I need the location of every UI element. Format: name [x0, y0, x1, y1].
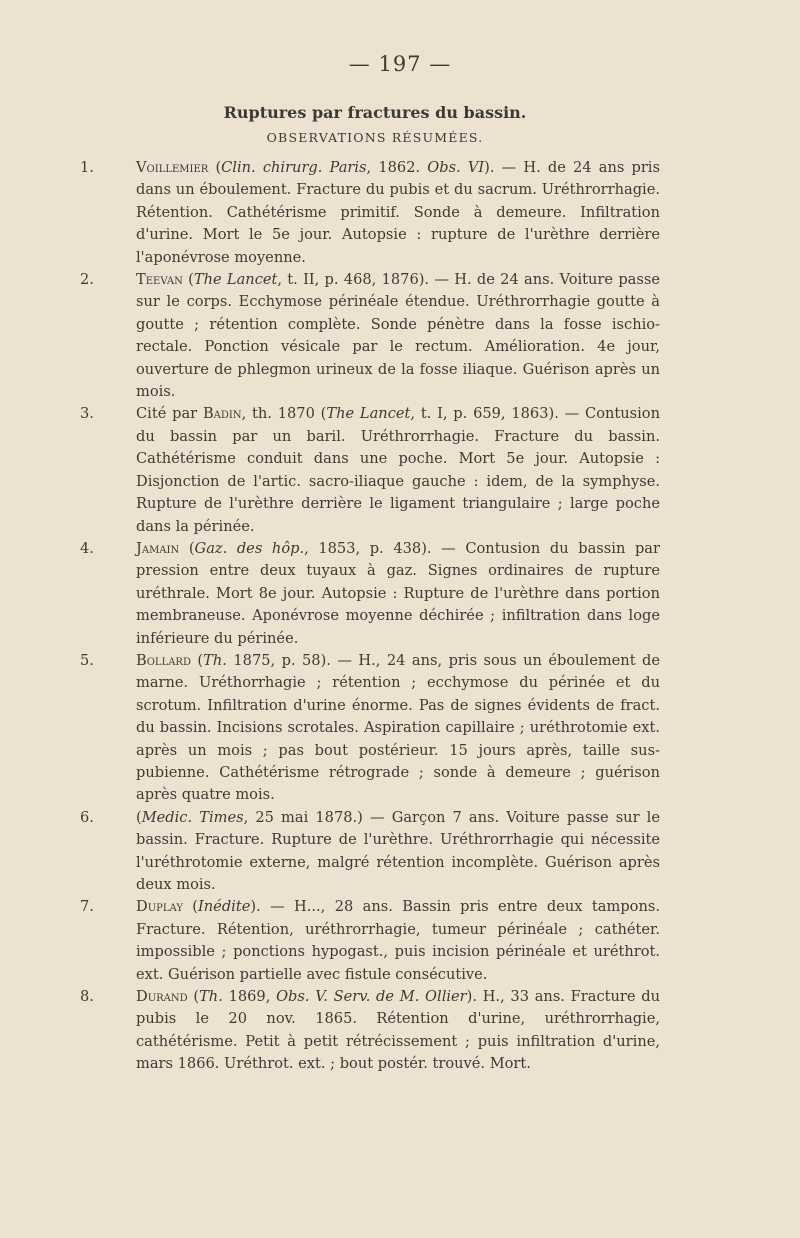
- observation-number: 5.: [80, 651, 94, 669]
- observation-8: [80, 986, 660, 1076]
- observation-text: H., 33 ans. Fracture du pubis le 20 nov. 1865. Rétention d'urine, uréthrorrhagie, cathétérisme. Petit à petit rétrécissement ; puis infiltration d'urine, mars 1866. Uréthrot. ext. ; bout postér. trouvé. Mort.: [136, 988, 660, 1073]
- observation-1: [80, 157, 660, 269]
- observation-text: — Garçon 7 ans. Voiture passe sur le bassin. Fracture. Rupture de l'urèthre. Uréthrorrhagie qui nécessite l'uréthrotomie externe, malgré rétention incomplète. Guérison après deux mois.: [136, 808, 660, 893]
- observation-source: The Lancet: [193, 271, 278, 289]
- observation-number: 3.: [80, 405, 94, 423]
- observation-3: [80, 403, 660, 537]
- observation-author: Duplay: [136, 898, 183, 916]
- observation-author: Voillemier: [136, 159, 209, 176]
- source-close: ).: [421, 539, 442, 557]
- observations-list: [80, 157, 660, 1076]
- observation-number: 7.: [80, 898, 94, 916]
- observation-source: The Lancet: [326, 405, 411, 423]
- source-rest: , t. II, p. 468, 1876: [277, 271, 419, 289]
- source-close: ).: [548, 405, 565, 423]
- source-rest: 1869,: [222, 988, 277, 1006]
- observation-source: Clin. chirurg. Paris: [221, 159, 367, 176]
- observation-text: — H., 24 ans, pris sous un éboulement de marne. Uréthorrhagie ; rétention ; ecchymose du périnée et du scrotum. Infiltration d'urine énorme. Pas de signes évidents de fract. du bassin. Incisions scrotales. Aspiration capillaire ; uréthrotomie ext. après un mois ; pas bout postérieur. 15 jours après, taille sus-pubienne. Cathétérisme rétrograde ; sonde à demeure ; guérison après quatre mois.: [136, 651, 660, 804]
- observation-text: — H..., 28 ans. Bassin pris entre deux tampons. Fracture. Rétention, uréthrorrhagie, tumeur périnéale ; cathéter. impossible ; ponctions hypogast., puis incision périnéale et uréthrot. ext. Guérison partielle avec fistule consécutive.: [136, 898, 660, 983]
- source-open: (: [179, 539, 195, 557]
- page-number: — 197 —: [348, 52, 452, 76]
- observation-number: 2.: [80, 271, 94, 289]
- source-rest: , 1862.: [366, 159, 428, 176]
- observation-4: [80, 538, 660, 650]
- source-rest: , 1853, p. 438: [304, 539, 422, 557]
- section-subtitle: OBSERVATIONS RÉSUMÉES.: [266, 130, 484, 145]
- source-close: ).: [418, 271, 435, 289]
- observation-author: Bollard: [136, 651, 191, 669]
- observation-number: 4.: [80, 539, 94, 557]
- observation-ref: Obs. VI: [427, 159, 485, 176]
- observation-source: Inédite: [198, 898, 251, 916]
- source-close: ): [357, 808, 370, 826]
- observation-source: Th.: [203, 651, 227, 669]
- observation-source: Gaz. des hôp.: [194, 539, 305, 557]
- observation-author: Jamain: [136, 539, 180, 557]
- source-open: (: [190, 651, 204, 669]
- source-close: ).: [466, 988, 483, 1006]
- source-close: ).: [320, 651, 338, 669]
- source-open: (: [182, 898, 199, 916]
- source-open: (: [187, 988, 200, 1006]
- observation-author: Teevan: [136, 271, 183, 289]
- observation-2: [80, 269, 660, 403]
- observation-number: 8.: [80, 988, 94, 1006]
- observation-7: [80, 896, 660, 986]
- observation-text: — Contusion du bassin par pression entre deux tuyaux à gaz. Signes ordinaires de rupture uréthrale. Mort 8e jour. Autopsie : Rupture de l'urèthre dans portion membraneuse. Aponévrose moyenne déchirée ; infiltration dans loge inférieure du périnée.: [136, 539, 660, 647]
- observation-source: Th.: [199, 988, 223, 1006]
- observation-ref: Obs. V. Serv. de M. Ollier: [276, 988, 467, 1006]
- observation-6: [80, 807, 660, 897]
- source-close: ).: [484, 159, 502, 176]
- observation-text: — Contusion du bassin par un baril. Uréthrorrhagie. Fracture du bassin. Cathétérisme conduit dans une poche. Mort 5e jour. Autopsie : Disjonction de l'artic. sacro-iliaque gauche : idem, de la symphyse. Rupture de l'urèthre derrière le ligament triangulaire ; large poche dans la périnée.: [136, 405, 660, 535]
- source-open: (: [182, 271, 194, 289]
- observation-text: — H. de 24 ans. Voiture passe sur le corps. Ecchymose périnéale étendue. Uréthrorrhagie goutte à goutte ; rétention complète. Sonde pénètre dans la fosse ischio-rectale. Ponction vésicale par le rectum. Amélioration. 4e jour, ouverture de phlegmon urineux de la fosse iliaque. Guérison après un mois.: [136, 271, 660, 401]
- observation-author: Badin: [202, 405, 242, 423]
- source-open: , th. 1870 (: [241, 405, 327, 423]
- source-close: ).: [250, 898, 271, 916]
- observation-author: Durand: [136, 988, 188, 1006]
- observation-5: [80, 650, 660, 807]
- source-rest: 1875, p. 58: [226, 651, 321, 669]
- source-rest: , 25 mai 1878.: [243, 808, 358, 826]
- observation-text: — H. de 24 ans pris dans un éboulement. Fracture du pubis et du sacrum. Uréthrorrhagie. Rétention. Cathétérisme primitif. Sonde à demeure. Infiltration d'urine. Mort le 5e jour. Autopsie : rupture de l'urèthre derrière l'aponévrose moyenne.: [136, 159, 660, 266]
- observation-prefix: Cité par: [136, 405, 203, 423]
- section-title: Ruptures par fractures du bassin.: [223, 103, 527, 122]
- source-open: (: [208, 159, 222, 176]
- observation-source: Medic. Times: [141, 808, 244, 826]
- observation-number: 1.: [80, 159, 94, 176]
- source-rest: , t. I, p. 659, 1863: [410, 405, 549, 423]
- source-open: (: [136, 808, 142, 826]
- observation-number: 6.: [80, 808, 94, 826]
